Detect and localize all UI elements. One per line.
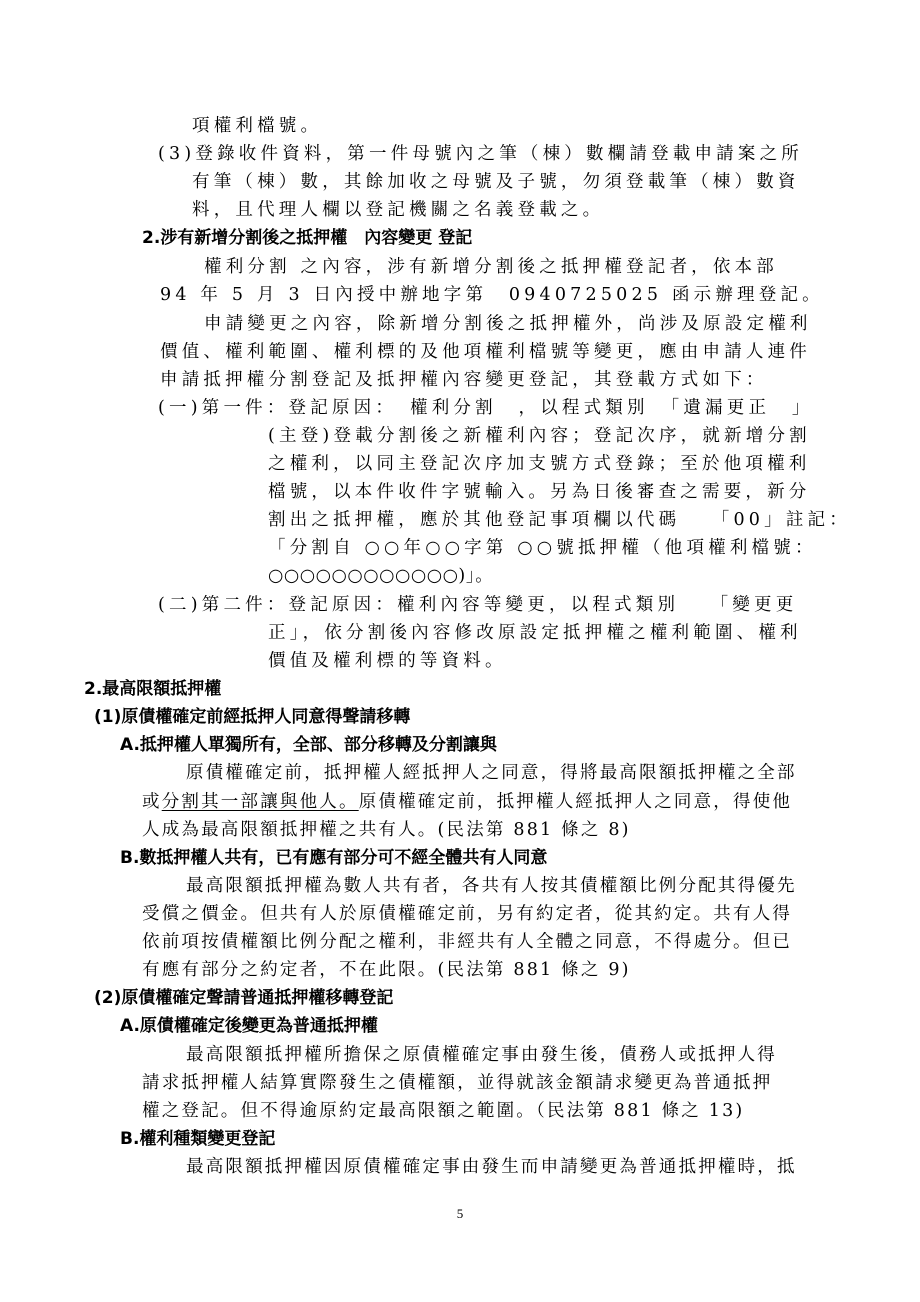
text-line: 最高限額抵押權因原債權確定事由發生而申請變更為普通抵押權時，抵 bbox=[186, 1157, 797, 1177]
text-line: 申請變更之內容，除新增分割後之抵押權外，尚涉及原設定權利 bbox=[204, 314, 812, 334]
text-line: (二)第二件：登記原因：權利內容等變更，以程式類別 「變更更 bbox=[158, 595, 798, 615]
subsection-heading: A.原債權確定後變更為普通抵押權 bbox=[120, 1016, 378, 1036]
subsection-heading: (1)原債權確定前經抵押人同意得聲請移轉 bbox=[94, 707, 411, 727]
text-line: 原債權確定前，抵押權人經抵押人之同意，得將最高限額抵押權之全部 bbox=[186, 763, 797, 783]
text-line: 受償之價金。但共有人於原債權確定前，另有約定者，從其約定。共有人得 bbox=[142, 904, 793, 924]
text-line: 請求抵押權人結算實際發生之債權額，並得就該金額請求變更為普通抵押 bbox=[142, 1073, 773, 1093]
text-line: ○○○○○○○○○○○○)」。 bbox=[268, 566, 494, 586]
underlined-text: 分割其一部讓與他人。 bbox=[161, 792, 359, 812]
text-line: 最高限額抵押權為數人共有者，各共有人按其債權額比例分配其得優先 bbox=[186, 876, 797, 896]
text-line: 申請抵押權分割登記及抵押權內容變更登記，其登載方式如下： bbox=[160, 370, 768, 390]
page-number: 5 bbox=[456, 1206, 464, 1221]
subsection-heading: B.數抵押權人共有，已有應有部分可不經全體共有人同意 bbox=[120, 848, 548, 868]
section-heading: 2.最高限額抵押權 bbox=[84, 679, 222, 699]
text-line: 割出之抵押權，應於其他登記事項欄以代碼 「00」註記： bbox=[268, 510, 851, 530]
text-line: 有應有部分之約定者，不在此限。(民法第 881 條之 9) bbox=[142, 960, 631, 980]
text-line: 94 年 5 月 3 日內授中辦地字第 0940725025 函示辦理登記。 bbox=[160, 285, 824, 305]
text-line bbox=[142, 789, 792, 815]
text-line: 檔號，以本件收件字號輸入。另為日後審查之需要，新分 bbox=[268, 482, 811, 502]
text-span: 或 bbox=[142, 792, 162, 812]
text-line: (主登)登載分割後之新權利內容；登記次序，就新增分割 bbox=[268, 426, 811, 446]
text-line: 之權利，以同主登記次序加支號方式登錄；至於他項權利 bbox=[268, 454, 811, 474]
text-line: (一)第一件：登記原因： 權利分割 ，以程式類別 「遺漏更正 」 bbox=[158, 398, 814, 418]
text-line: 價值及權利標的等資料。 bbox=[268, 651, 507, 671]
text-line: 價值、權利範圍、權利標的及他項權利檔號等變更，應由申請人連件 bbox=[160, 342, 811, 362]
text-span: 原債權確定前，抵押權人經抵押人之同意，得使他 bbox=[358, 792, 793, 812]
text-line: 正」，依分割後內容修改原設定抵押權之權利範圍、權利 bbox=[268, 623, 802, 643]
text-line: 「分割自 ○○年○○字第 ○○號抵押權（他項權利檔號： bbox=[268, 538, 817, 558]
text-line: 項權利檔號。 bbox=[192, 116, 323, 136]
text-line: 料，且代理人欄以登記機關之名義登載之。 bbox=[192, 200, 605, 220]
text-line: 權利分割 之內容，涉有新增分割後之抵押權登記者，依本部 bbox=[204, 257, 778, 277]
section-heading: 2.涉有新增分割後之抵押權 內容變更 登記 bbox=[142, 228, 473, 248]
text-line: 權之登記。但不得逾原約定最高限額之範圍。（民法第 881 條之 13) bbox=[142, 1101, 745, 1121]
text-line: (3)登錄收件資料，第一件母號內之筆（棟）數欄請登載申請案之所 bbox=[158, 144, 803, 164]
text-line: 有筆（棟）數，其餘加收之母號及子號，勿須登載筆（棟）數資 bbox=[192, 172, 800, 192]
text-line: 依前項按債權額比例分配之權利，非經共有人全體之同意，不得處分。但已 bbox=[142, 932, 793, 952]
subsection-heading: (2)原債權確定聲請普通抵押權移轉登記 bbox=[94, 988, 394, 1008]
subsection-heading: B.權利種類變更登記 bbox=[120, 1129, 276, 1149]
text-line: 最高限額抵押權所擔保之原債權確定事由發生後，債務人或抵押人得 bbox=[186, 1045, 777, 1065]
text-line: 人成為最高限額抵押權之共有人。(民法第 881 條之 8) bbox=[142, 820, 631, 840]
subsection-heading: A.抵押權人單獨所有，全部、部分移轉及分割讓與 bbox=[120, 735, 497, 755]
